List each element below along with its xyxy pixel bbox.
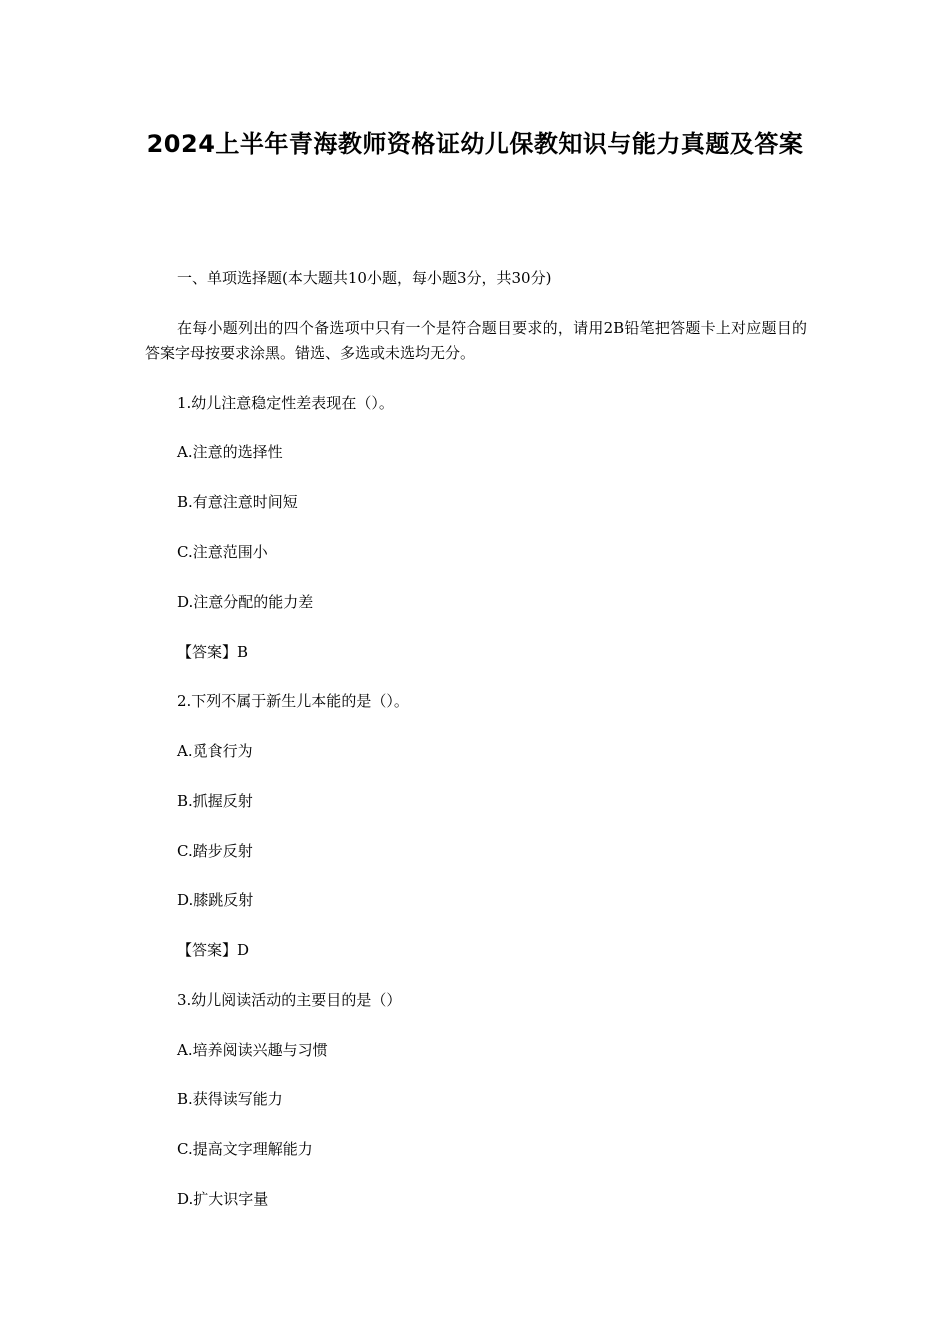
question-2-stem: 2.下列不属于新生儿本能的是（）。 <box>177 692 409 710</box>
question-1-answer: 【答案】B <box>177 643 249 661</box>
question-1-option-a: A.注意的选择性 <box>177 443 283 461</box>
question-2-option-a: A.觅食行为 <box>177 742 253 760</box>
question-2-option-d: D.膝跳反射 <box>177 891 254 909</box>
question-3-option-c: C.提高文字理解能力 <box>177 1140 313 1158</box>
question-3-option-a: A.培养阅读兴趣与习惯 <box>177 1041 328 1059</box>
instructions-paragraph: 在每小题列出的四个备选项中只有一个是符合题目要求的，请用2B铅笔把答题卡上对应题目的答案字母按要求涂黑。错选、多选或未选均无分。 <box>145 319 807 362</box>
question-2-answer: 【答案】D <box>177 941 250 959</box>
question-1-option-d: D.注意分配的能力差 <box>177 593 314 611</box>
question-2-option-c: C.踏步反射 <box>177 842 253 860</box>
question-1-option-c: C.注意范围小 <box>177 543 268 561</box>
question-3-stem: 3.幼儿阅读活动的主要目的是（） <box>177 991 402 1009</box>
question-2-option-b: B.抓握反射 <box>177 792 253 810</box>
document-title: 2024上半年青海教师资格证幼儿保教知识与能力真题及答案 <box>146 130 804 158</box>
section-heading: 一、单项选择题(本大题共10小题，每小题3分，共30分) <box>177 269 552 287</box>
question-1-stem: 1.幼儿注意稳定性差表现在（）。 <box>177 394 394 412</box>
question-3-option-d: D.扩大识字量 <box>177 1190 269 1208</box>
question-1-option-b: B.有意注意时间短 <box>177 493 298 511</box>
question-3-option-b: B.获得读写能力 <box>177 1090 283 1108</box>
